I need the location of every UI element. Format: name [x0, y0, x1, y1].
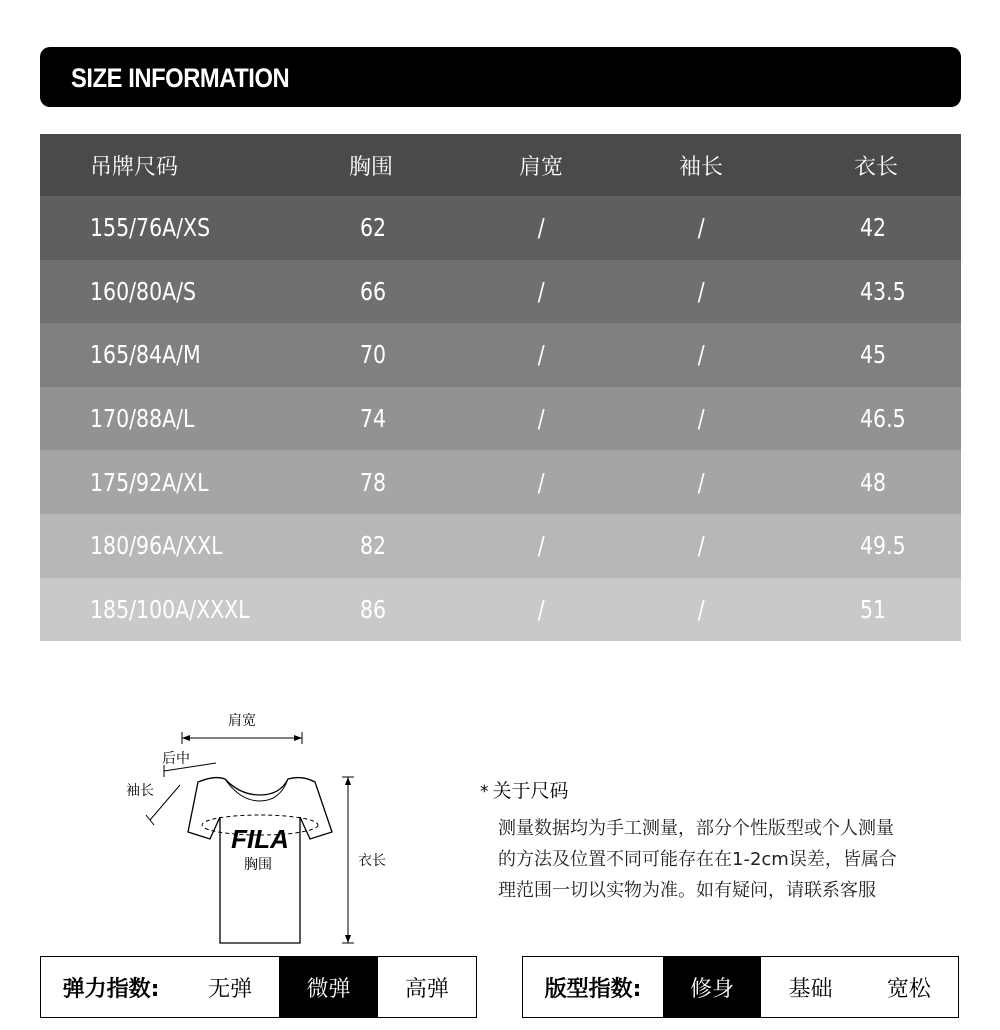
- cell-value: 175/92A/XL: [90, 467, 209, 497]
- table-row: [40, 196, 961, 260]
- table-row: [40, 260, 961, 324]
- cell-length: [860, 387, 1000, 451]
- cell-tag-size: [90, 323, 225, 387]
- cell-value: 82: [360, 531, 387, 561]
- cell-shoulder: [470, 387, 612, 451]
- cell-sleeve: [630, 450, 772, 514]
- cell-length: [860, 450, 1000, 514]
- table-row: [40, 323, 961, 387]
- cell-sleeve: [630, 387, 772, 451]
- cell-shoulder: [470, 514, 612, 578]
- cell-sleeve: [630, 514, 772, 578]
- cell-value: 70: [360, 340, 387, 370]
- elasticity-option-none[interactable]: 无弹: [208, 976, 253, 1002]
- table-row: [40, 514, 961, 578]
- col-header-tag-size: 吊牌尺码: [90, 154, 179, 180]
- cell-value: 46.5: [860, 404, 906, 434]
- table-row: [40, 387, 961, 451]
- cell-sleeve: [630, 260, 772, 324]
- note-line: 理范围一切以实物为准。如有疑问，请联系客服: [498, 880, 876, 901]
- cell-value: /: [697, 594, 705, 624]
- size-note-body: [498, 813, 958, 906]
- cell-shoulder: [470, 450, 612, 514]
- cell-length: [860, 323, 1000, 387]
- cell-length: [860, 260, 1000, 324]
- section-header: [40, 47, 961, 107]
- cell-value: /: [697, 404, 705, 434]
- elasticity-label: 弹力指数:: [62, 976, 160, 1002]
- col-header-shoulder: 肩宽: [518, 154, 563, 180]
- label-back-center: 后中: [162, 751, 190, 767]
- note-line: 的方法及位置不同可能存在在1-2cm误差，皆属合: [498, 849, 897, 870]
- cell-value: 86: [360, 594, 387, 624]
- cell-value: /: [537, 276, 545, 306]
- cell-length: [860, 578, 1000, 642]
- cell-value: /: [537, 404, 545, 434]
- fila-logo: FILA: [231, 824, 289, 854]
- cell-value: /: [537, 213, 545, 243]
- cell-value: /: [537, 531, 545, 561]
- section-title: SIZE INFORMATION: [71, 63, 290, 93]
- label-sleeve: 袖长: [126, 783, 154, 799]
- cell-length: [860, 514, 1000, 578]
- cell-value: 62: [360, 213, 387, 243]
- elasticity-option-high[interactable]: 高弹: [404, 976, 449, 1002]
- elasticity-option-slight[interactable]: 微弹: [279, 957, 377, 1017]
- fit-label: 版型指数:: [544, 976, 642, 1002]
- cell-value: 45: [860, 340, 887, 370]
- cell-value: 165/84A/M: [90, 340, 201, 370]
- cell-sleeve: [630, 323, 772, 387]
- asterisk: *: [480, 782, 489, 802]
- size-note-title: 关于尺码: [492, 780, 569, 802]
- cell-length: [860, 196, 1000, 260]
- cell-value: 155/76A/XS: [90, 213, 211, 243]
- tshirt-illustration: [110, 705, 410, 955]
- table-body: [40, 196, 961, 641]
- cell-sleeve: [630, 578, 772, 642]
- table-row: [40, 578, 961, 642]
- cell-tag-size: [90, 387, 217, 451]
- cell-shoulder: [470, 323, 612, 387]
- fit-option-slim[interactable]: 修身: [663, 957, 761, 1017]
- cell-tag-size: [90, 514, 252, 578]
- cell-value: 78: [360, 467, 387, 497]
- cell-shoulder: [470, 578, 612, 642]
- cell-value: 49.5: [860, 531, 906, 561]
- cell-value: /: [697, 213, 705, 243]
- label-length: 衣长: [358, 853, 386, 869]
- col-header-length: 衣长: [853, 154, 898, 180]
- cell-tag-size: [90, 578, 285, 642]
- size-note-heading: [480, 776, 569, 803]
- note-line: 测量数据均为手工测量，部分个性版型或个人测量: [498, 818, 894, 839]
- fit-option-regular[interactable]: 基础: [788, 976, 833, 1002]
- garment-diagram: [110, 705, 410, 955]
- cell-value: 48: [860, 467, 887, 497]
- fit-option-loose[interactable]: 宽松: [886, 976, 931, 1002]
- cell-value: 160/80A/S: [90, 276, 197, 306]
- table-header-row: [40, 134, 961, 196]
- fit-index: [522, 956, 959, 1018]
- cell-value: 43.5: [860, 276, 906, 306]
- cell-value: /: [697, 340, 705, 370]
- elasticity-index: [40, 956, 477, 1018]
- table-row: [40, 450, 961, 514]
- cell-value: /: [697, 276, 705, 306]
- cell-tag-size: [90, 450, 235, 514]
- cell-value: 74: [360, 404, 387, 434]
- col-header-chest: 胸围: [348, 154, 393, 180]
- cell-value: /: [537, 467, 545, 497]
- cell-value: /: [697, 531, 705, 561]
- cell-value: /: [697, 467, 705, 497]
- cell-value: 66: [360, 276, 387, 306]
- cell-value: 170/88A/L: [90, 404, 195, 434]
- cell-value: /: [537, 340, 545, 370]
- col-header-sleeve: 袖长: [678, 154, 723, 180]
- cell-value: 185/100A/XXXL: [90, 594, 250, 624]
- cell-tag-size: [90, 260, 219, 324]
- cell-shoulder: [470, 196, 612, 260]
- label-shoulder: 肩宽: [228, 713, 256, 729]
- cell-sleeve: [630, 196, 772, 260]
- cell-value: 42: [860, 213, 887, 243]
- cell-value: /: [537, 594, 545, 624]
- cell-tag-size: [90, 196, 236, 260]
- cell-value: 180/96A/XXL: [90, 531, 223, 561]
- cell-value: 51: [860, 594, 887, 624]
- cell-shoulder: [470, 260, 612, 324]
- size-table: [40, 134, 961, 641]
- label-chest: 胸围: [244, 857, 272, 873]
